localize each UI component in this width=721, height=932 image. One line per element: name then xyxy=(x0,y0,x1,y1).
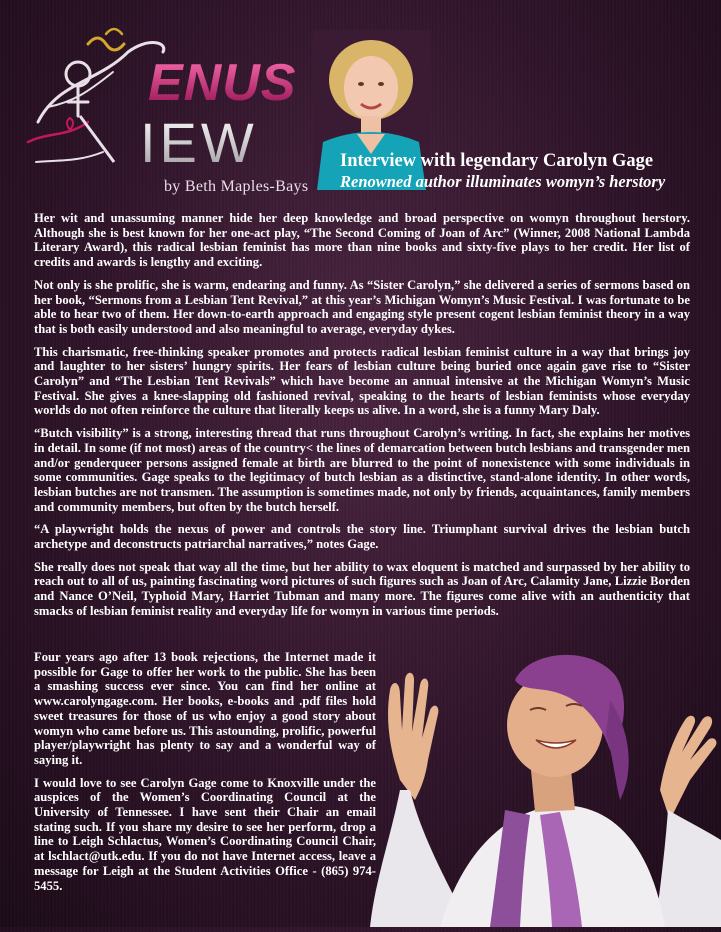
masthead xyxy=(18,12,318,195)
logo-text-bottom: IEW xyxy=(140,111,258,174)
paragraph-8: I would love to see Carolyn Gage come to Knoxville under the auspices of the Women’s Coordinating Council at the University of Tennessee. I have sent their Chair an email stating such. If you share my desire to see her perform, drop a line to Leigh Schlactus, Women’s Coordinating Council Chair, at lschlact@utk.edu. If you do not have Internet access, leave a message for Leigh at the Student Activities Office - (865) 974-5455. xyxy=(34,775,376,893)
logo-text-top: ENUS xyxy=(148,54,297,112)
article-body-lower xyxy=(34,650,376,901)
paragraph-5: “A playwright holds the nexus of power and controls the story line. Triumphant survival drives the lesbian butch archetype and deconstructs patriarchal narratives,” notes Gage. xyxy=(34,522,690,552)
article-title: Interview with legendary Carolyn Gage xyxy=(340,151,654,171)
paragraph-6: She really does not speak that way all the time, but her ability to wax eloquent is matched and surpassed by her ability to reach out to all of us, painting fascinating word pictures of such figures such as Joan of Arc, Calamity Jane, Lizzie Borden and Nance O’Neil, Typhoid Mary, Harriet Tubman and many more. The figures come alive with an authenticity that smacks of lesbian feminist reality and everyday life for womyn in various time periods. xyxy=(34,559,690,618)
paragraph-7: Four years ago after 13 book rejections, the Internet made it possible for Gage to offer her work to the public. She has been a smashing success ever since. You can find her online at www.carolyngage.com. Her books, e-books and .pdf files hold sweet treasures for those of us who enjoy a good story about womyn who came before us. This astounding, prolific, powerful player/playwright has plenty to say and a wonderful way of saying it. xyxy=(34,650,376,767)
paragraph-3: This charismatic, free-thinking speaker promotes and protects radical lesbian feminist culture in a way that brings joy and laughter to her sisters’ hungry spirits. Her fears of lesbian culture being buried once again gave rise to “Sister Carolyn” and “The Lesbian Tent Revivals” which have become an annual intensive at the Michigan Womyn’s Music Festival. She gives a knee-slapping old fashioned revival, speaking to the hearts of lesbian feminists whose everyday worlds do not often reinforce the culture that literally keeps us alive. In a word, she is a funny Mary Daly. xyxy=(34,344,690,418)
paragraph-2: Not only is she prolific, she is warm, endearing and funny. As “Sister Carolyn,” she delivered a series of sermons based on her book, “Sermons from a Lesbian Tent Revival,” at this year’s Michigan Womyn’s Music Festival. I was fortunate to be able to hear two of them. Her down-to-earth approach and engaging style present cogent lesbian feminist theory in a way that is both easily understood and also meaningful to average, everyday dykes. xyxy=(34,277,690,336)
article-body xyxy=(34,211,690,627)
venus-view-logo xyxy=(18,12,318,192)
byline: by Beth Maples-Bays xyxy=(164,178,309,195)
paragraph-1: Her wit and unassuming manner hide her deep knowledge and broad perspective on womyn throughout herstory. Although she is best known for her one-act play, “The Second Coming of Joan of Arc” (Winner, 2008 National Lambda Literary Award), this radical lesbian feminist has more than nine books and sixty-five plays to her credit. Her list of credits and awards is lengthy and exciting. xyxy=(34,211,690,270)
paragraph-4: “Butch visibility” is a strong, interesting thread that runs throughout Carolyn’s writing. In fact, she explains her motives in detail. In some (if not most) areas of the country< the lines of demarcation between butch lesbians and transgender men and/or genderqueer persons assigned female at birth are blurred to the point of nonexistence with some individuals in some communities. Gage speaks to the legitimacy of butch lesbian as a distinctive, stand-alone identity. In other words, lesbian butches are not transmen. The assumption is sometimes made, not only by friends, acquaintances, family members and community members, but often by the butch herself. xyxy=(34,426,690,514)
performer-photo xyxy=(330,640,721,927)
article-headline xyxy=(340,150,710,192)
article-subtitle: Renowned author illuminates womyn’s herstory xyxy=(340,172,666,191)
